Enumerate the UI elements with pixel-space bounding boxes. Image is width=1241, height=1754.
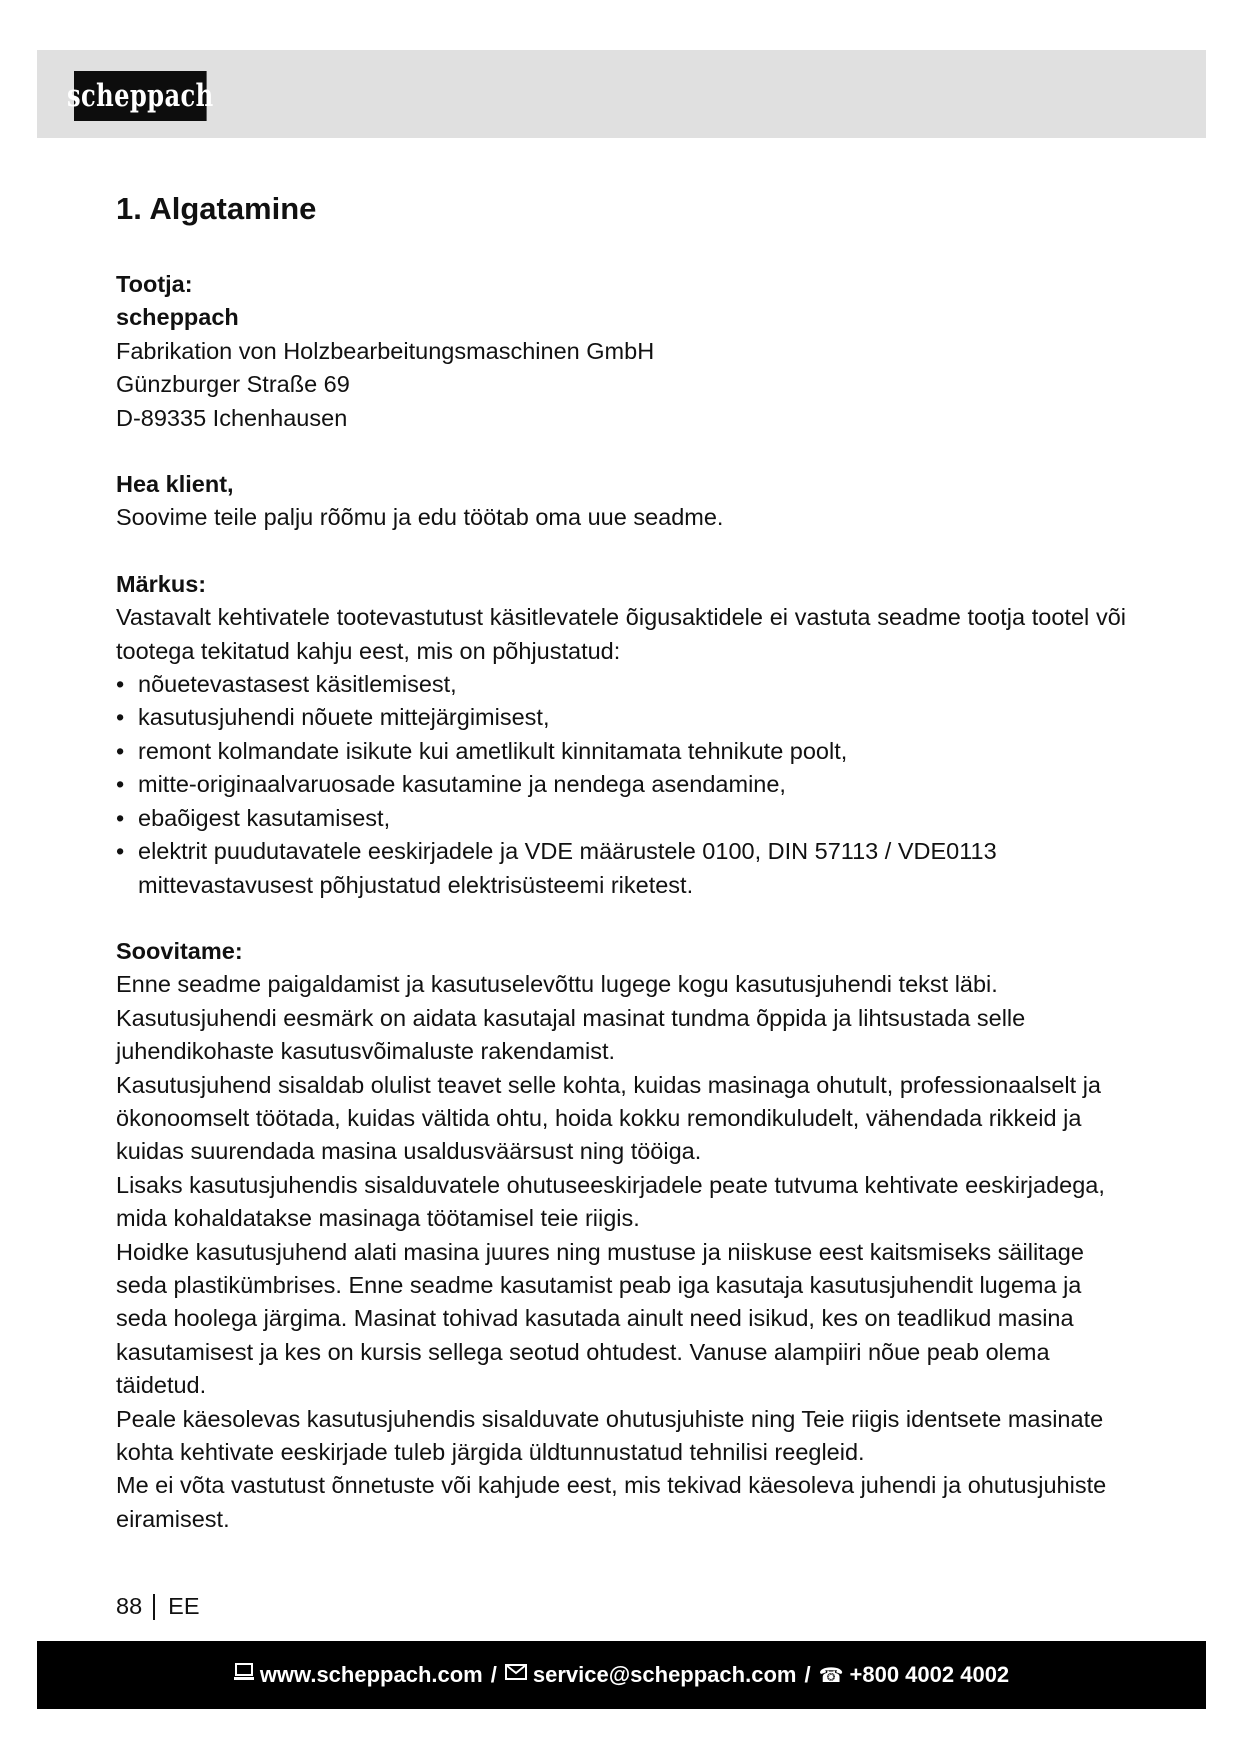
divider [153, 1594, 155, 1620]
recommend-paragraph: Kasutusjuhendi eesmärk on aidata kasutajal masinat tundma õppida ja lihtsustada selle juhendikohaste kasutusvõimaluste rakendamist. [116, 1004, 1026, 1065]
header-bar [37, 50, 1206, 138]
main-content [116, 180, 1126, 1569]
manufacturer-name: scheppach [116, 304, 239, 331]
list-item: • mitte-originaalvaruosade kasutamine ja nendega asendamine, [116, 768, 1126, 801]
list-item: • ebaõigest kasutamisest, [116, 802, 1126, 835]
manufacturer-block [116, 268, 1126, 435]
list-item: • remont kolmandate isikute kui ametlikult kinnitamata tehnikute poolt, [116, 735, 1126, 768]
recommend-paragraph: Hoidke kasutusjuhend alati masina juures ning mustuse ja niiskuse eest kaitsmiseks säilitage seda plastikümbrises. Enne seadme kasutamist peab iga kasutaja kasutusjuhendit lugema ja seda hoolega järgima. Masinat tohivad kasutada ainult need isikud, kes on teadlikud masina kasutamisest ja kes on kursis sellega seotud ohtudest. Vanuse alampiiri nõue peab olema täidetud. [116, 1238, 1084, 1399]
separator-slash: / [490, 1662, 497, 1687]
manufacturer-line: Günzburger Straße 69 [116, 371, 350, 398]
brand-logo: scheppach [74, 71, 207, 121]
recommend-paragraph: Me ei võta vastutust õnnetuste või kahjude eest, mis tekivad käesoleva juhendi ja ohutusjuhiste eiramisest. [116, 1472, 1107, 1532]
email-link[interactable]: service@scheppach.com [532, 1662, 797, 1687]
greeting-text: Soovime teile palju rõõmu ja edu töötab oma uue seadme. [116, 504, 724, 531]
separator-slash: / [804, 1662, 811, 1687]
list-item: • nõuetevastasest käsitlemisest, [116, 668, 1126, 701]
note-list [116, 668, 1126, 902]
greeting-label: Hea klient, [116, 471, 234, 498]
note-intro: Vastavalt kehtivatele tootevastutust käsitlevatele õigusaktidele ei vastuta seadme tootja tootel või tootega tekitatud kahju eest, mis on põhjustatud: [116, 604, 1126, 664]
recommend-paragraph: Lisaks kasutusjuhendis sisalduvatele ohutuseeskirjadele peate tutvuma kehtivate eeskirjadega, mida kohaldatakse masinaga töötamisel teie riigis. [116, 1171, 1105, 1232]
recommend-paragraph: Kasutusjuhend sisaldab olulist teavet selle kohta, kuidas masinaga ohutult, professionaalselt ja ökonoomselt töötada, kuidas vältida ohtu, hoida kokku remondikuludelt, vähendada rikkeid ja kuidas suurendada masina usaldusväärsust ning tööiga. [116, 1071, 1101, 1165]
recommend-paragraph: Enne seadme paigaldamist ja kasutuselevõttu lugege kogu kasutusjuhendi tekst läbi. [116, 971, 998, 998]
phone-icon: ☎ [818, 1664, 844, 1687]
page-footer-label [116, 1593, 200, 1620]
list-item: • kasutusjuhendi nõuete mittejärgimisest, [116, 701, 1126, 734]
manufacturer-label: Tootja: [116, 271, 193, 297]
manufacturer-line: Fabrikation von Holzbearbeitungsmaschinen GmbH [116, 337, 655, 364]
greeting-block [116, 468, 1126, 535]
page-number: 88 [116, 1593, 143, 1619]
list-item: • elektrit puudutavatele eeskirjadele ja VDE määrustele 0100, DIN 57113 / VDE0113 mittevastavusest põhjustatud elektrisüsteemi riketest. [116, 835, 1126, 902]
recommend-paragraph: Peale käesolevas kasutusjuhendis sisalduvate ohutusjuhiste ning Teie riigis identsete masinate kohta kehtivate eeskirjade tuleb järgida üldtunnustatud tehnilisi reegleid. [116, 1405, 1104, 1465]
recommend-label: Soovitame: [116, 937, 243, 964]
contact-bar [37, 1641, 1206, 1709]
section-title: 1. Algatamine [116, 191, 317, 226]
note-label: Märkus: [116, 570, 207, 597]
website-link[interactable]: www.scheppach.com [259, 1662, 483, 1687]
language-code: EE [168, 1593, 200, 1619]
recommend-block [116, 935, 1126, 1536]
phone-number[interactable]: +800 4002 4002 [849, 1662, 1010, 1687]
note-block [116, 568, 1126, 902]
manufacturer-line: D-89335 Ichenhausen [116, 404, 348, 431]
mail-icon [505, 1663, 527, 1687]
computer-icon [234, 1663, 254, 1687]
